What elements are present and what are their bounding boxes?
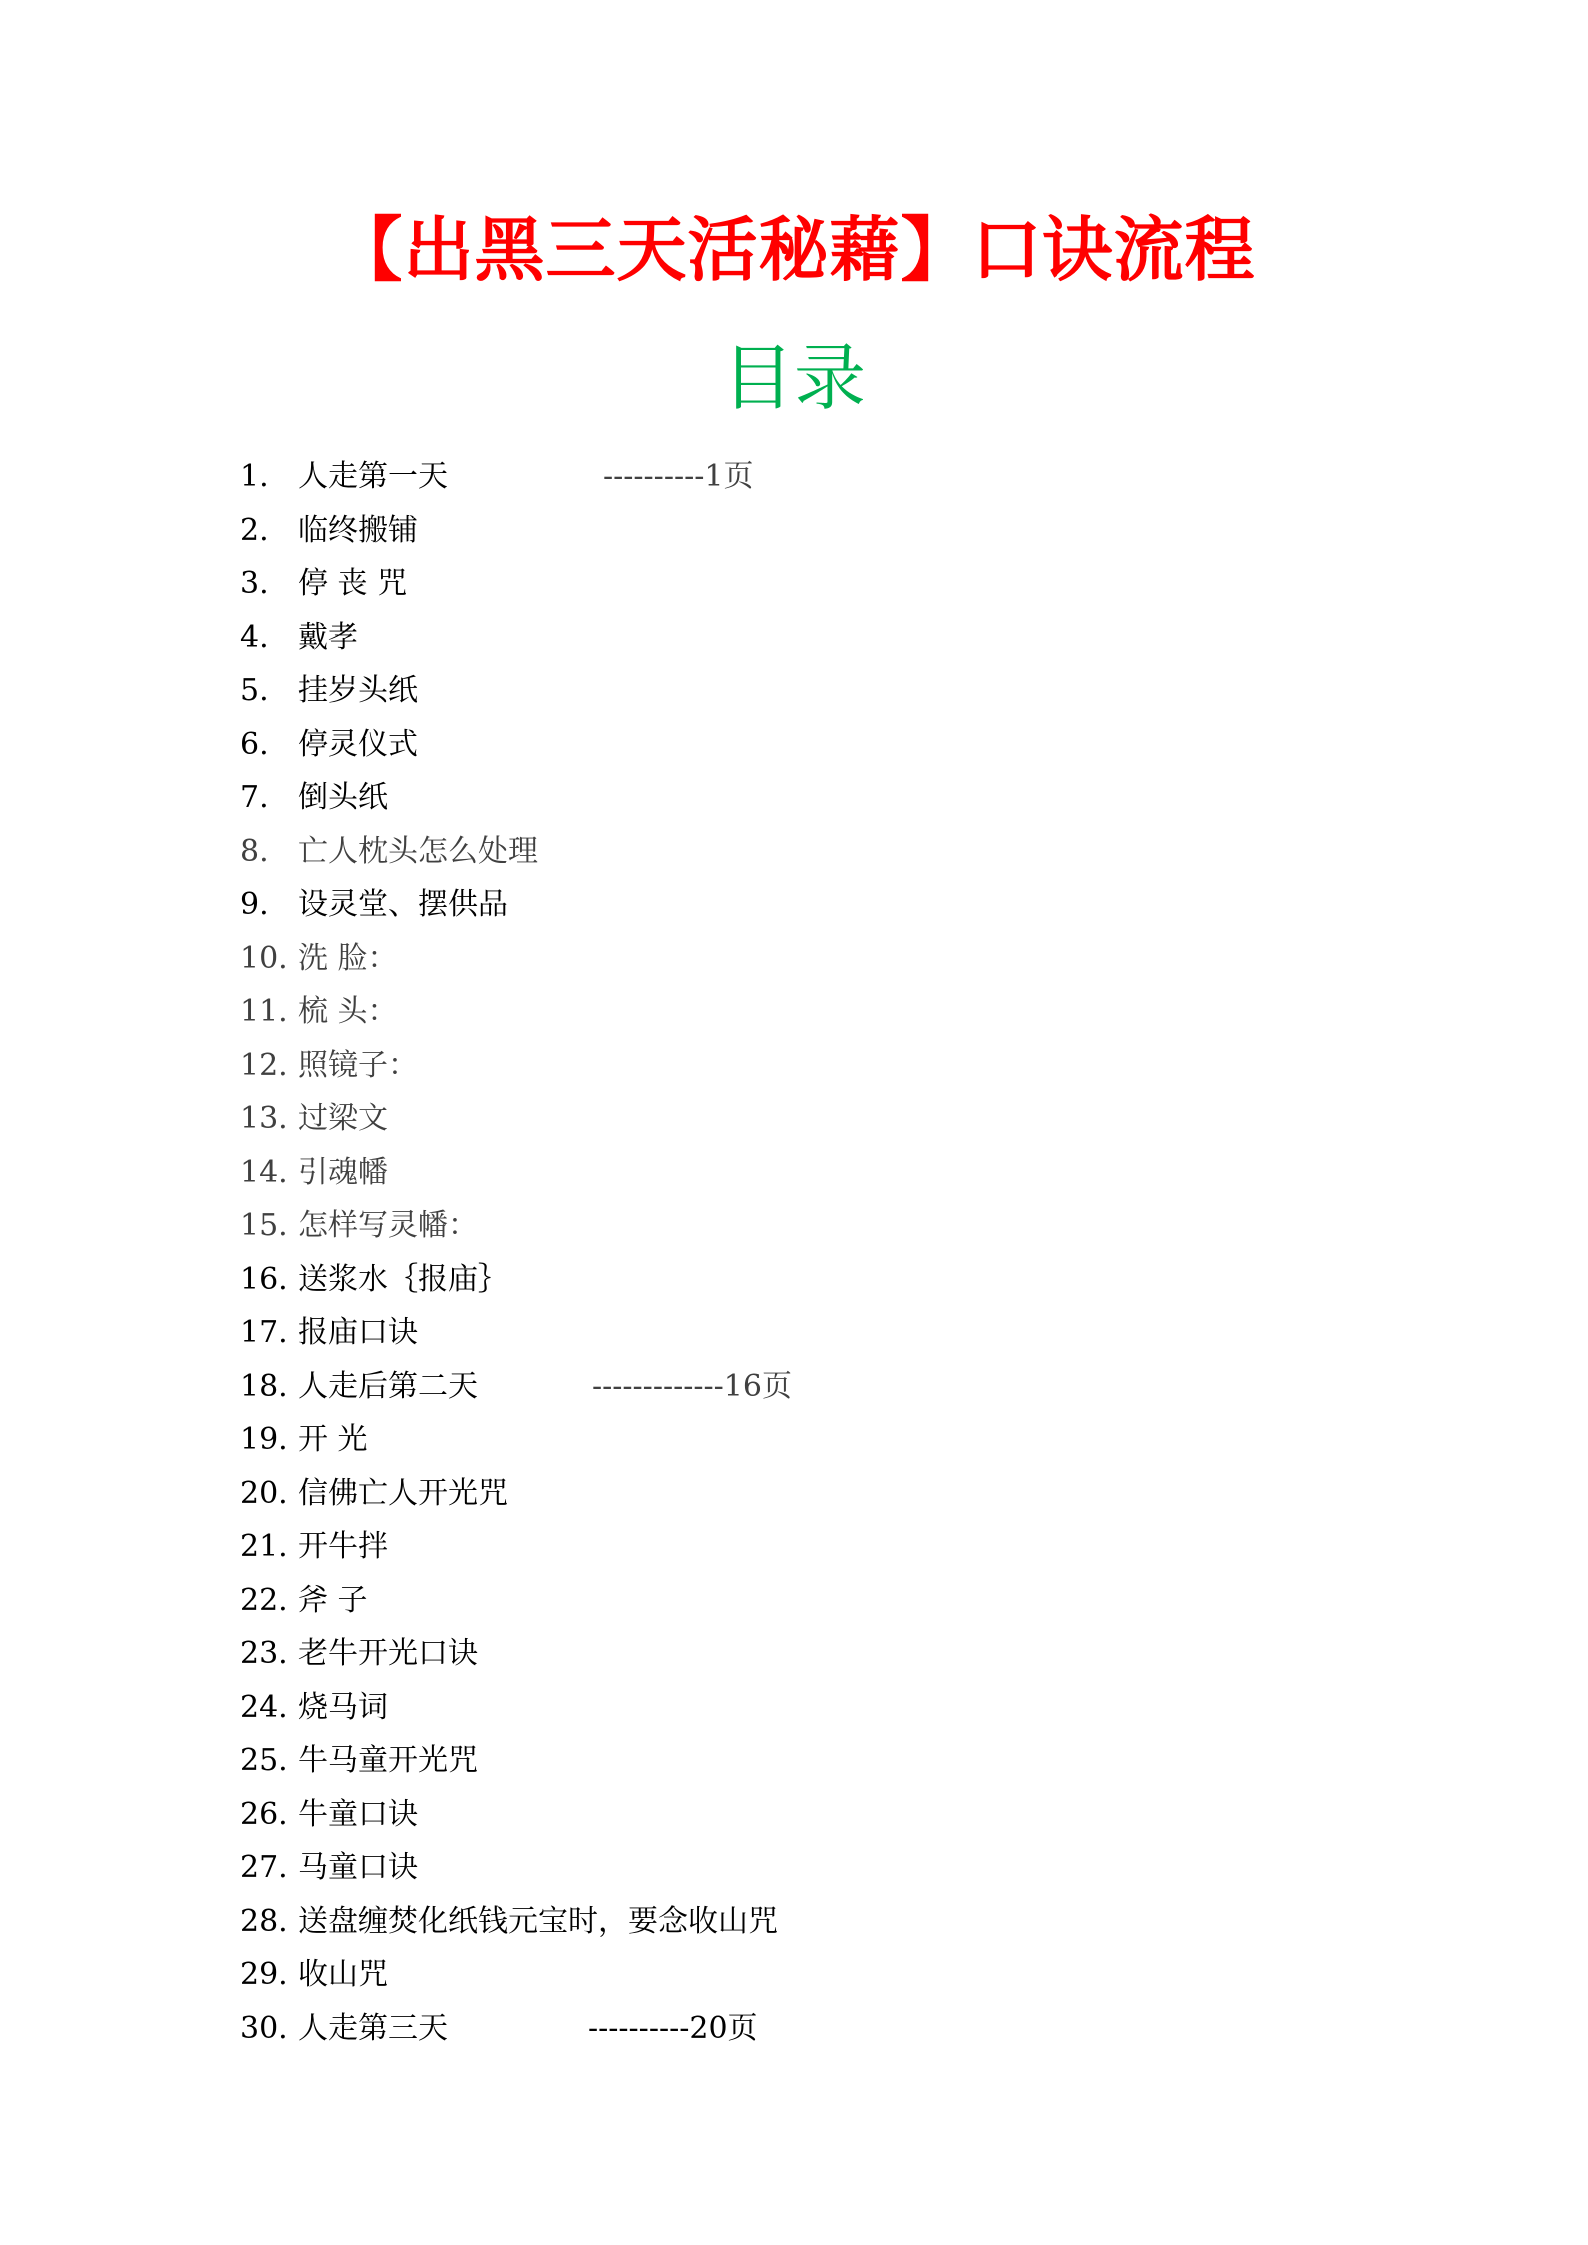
toc-item-number: 6. (240, 726, 269, 762)
toc-item-text: 照镜子： (298, 1047, 418, 1083)
toc-item-number: 17. (240, 1315, 288, 1350)
toc-item (240, 1841, 1440, 1895)
toc-item-number: 20. (240, 1475, 288, 1511)
toc-item-text: 收山咒 (298, 1957, 388, 1992)
toc-item-number: 18. (240, 1368, 288, 1404)
toc-item-number: 7. (240, 780, 269, 815)
toc-item-page: -------------16页 (592, 1368, 792, 1404)
toc-item-text: 人走第三天 (298, 2010, 448, 2046)
toc-item-text: 马童口诀 (298, 1850, 418, 1885)
toc-item-text: 牛马童开光咒 (298, 1743, 478, 1778)
toc-item-number: 22. (240, 1582, 288, 1618)
toc-item-text: 送浆水｛报庙｝ (298, 1261, 508, 1297)
toc-item-text: 倒头纸 (298, 780, 388, 815)
toc-item-text: 开牛拌 (298, 1529, 388, 1564)
toc-item (240, 1895, 1440, 1949)
toc-item-text: 信佛亡人开光咒 (298, 1475, 508, 1511)
toc-item-number: 16. (240, 1261, 288, 1297)
toc-item (240, 1948, 1440, 2002)
toc-item-number: 4. (240, 619, 269, 655)
toc-item-text: 怎样写灵幡： (298, 1208, 478, 1243)
toc-item (240, 557, 1440, 611)
toc-item (240, 504, 1440, 558)
toc-item (240, 932, 1440, 986)
document-title: 【出黑三天活秘藉】口诀流程 (332, 209, 1256, 291)
toc-item-text: 烧马词 (298, 1689, 388, 1725)
toc-item-number: 10. (240, 940, 288, 976)
toc-item-number: 23. (240, 1636, 288, 1671)
toc-item-number: 11. (240, 994, 288, 1029)
toc-item (240, 1520, 1440, 1574)
toc-item-text: 开 光 (298, 1422, 368, 1457)
toc-item-number: 30. (240, 2010, 288, 2046)
toc-item (240, 1199, 1440, 1253)
toc-item (240, 1574, 1440, 1628)
toc-item-number: 3. (240, 566, 269, 601)
toc-heading: 目录 (721, 336, 866, 420)
toc-item-text: 停灵仪式 (298, 726, 418, 762)
toc-item-number: 12. (240, 1047, 288, 1083)
toc-item-text: 牛童口诀 (298, 1796, 418, 1832)
toc-item-text: 斧 子 (298, 1582, 368, 1618)
toc-item (240, 825, 1440, 879)
table-of-contents (240, 450, 1440, 2055)
toc-item-text: 老牛开光口诀 (298, 1636, 478, 1671)
toc-item-text: 戴孝 (298, 619, 358, 655)
toc-item-text: 报庙口诀 (298, 1315, 418, 1350)
toc-item-page: ----------20页 (588, 2010, 758, 2046)
toc-item (240, 1092, 1440, 1146)
toc-item (240, 1734, 1440, 1788)
toc-item-number: 25. (240, 1743, 288, 1778)
toc-item-number: 27. (240, 1850, 288, 1885)
toc-item-number: 1. (240, 459, 269, 494)
toc-item-number: 2. (240, 512, 269, 548)
toc-item-text: 洗 脸： (298, 940, 398, 976)
toc-item (240, 1413, 1440, 1467)
toc-item (240, 1253, 1440, 1307)
toc-item-number: 19. (240, 1422, 288, 1457)
toc-item (240, 450, 1440, 504)
toc-item (240, 1788, 1440, 1842)
toc-item-text: 停 丧 咒 (298, 566, 408, 601)
toc-item-number: 24. (240, 1689, 288, 1725)
toc-item-number: 5. (240, 673, 269, 708)
toc-item (240, 985, 1440, 1039)
toc-item (240, 611, 1440, 665)
toc-item-text: 引魂幡 (298, 1154, 388, 1190)
toc-item-number: 8. (240, 833, 269, 869)
toc-item-text: 过梁文 (298, 1101, 388, 1136)
toc-item-text: 挂岁头纸 (298, 673, 418, 708)
toc-item-number: 29. (240, 1957, 288, 1992)
toc-item-text: 人走第一天 (298, 459, 448, 494)
toc-item (240, 1467, 1440, 1521)
toc-item (240, 1360, 1440, 1414)
toc-item (240, 718, 1440, 772)
toc-item-page: ----------1页 (603, 459, 754, 494)
toc-item (240, 1681, 1440, 1735)
toc-item-number: 26. (240, 1796, 288, 1832)
toc-item (240, 1146, 1440, 1200)
toc-item-number: 13. (240, 1101, 288, 1136)
toc-item (240, 1039, 1440, 1093)
toc-item (240, 878, 1440, 932)
toc-item-text: 亡人枕头怎么处理 (298, 833, 538, 869)
toc-item (240, 2002, 1440, 2056)
toc-item-number: 21. (240, 1529, 288, 1564)
toc-item (240, 664, 1440, 718)
toc-item-text: 送盘缠焚化纸钱元宝时，要念收山咒 (298, 1903, 778, 1939)
toc-item-number: 9. (240, 887, 269, 922)
toc-item (240, 1627, 1440, 1681)
toc-item-number: 15. (240, 1208, 288, 1243)
toc-item-text: 临终搬铺 (298, 512, 418, 548)
toc-item-number: 14. (240, 1154, 288, 1190)
toc-item (240, 1306, 1440, 1360)
toc-item-text: 设灵堂、摆供品 (298, 887, 508, 922)
toc-item-text: 梳 头： (298, 994, 398, 1029)
toc-item (240, 771, 1440, 825)
toc-item-number: 28. (240, 1903, 288, 1939)
toc-item-text: 人走后第二天 (298, 1368, 478, 1404)
